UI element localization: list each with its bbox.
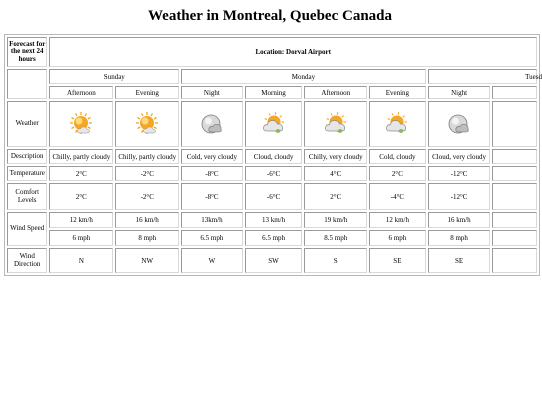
- wind-mph-cell-clipped: [492, 230, 537, 246]
- comfort-cell: -4°C: [369, 183, 426, 210]
- description-cell: Cloud, very cloudy: [428, 149, 491, 164]
- blank-header-cell: [7, 69, 47, 99]
- wind-direction-cell: SW: [245, 248, 303, 273]
- period-row: [7, 86, 537, 99]
- description-cell: Chilly, partly cloudy: [115, 149, 179, 164]
- row-label-wind-speed: Wind Speed: [7, 212, 47, 246]
- wind-mph-cell: 8 mph: [115, 230, 179, 246]
- wind-direction-cell: S: [304, 248, 367, 273]
- description-cell: Cold, very cloudy: [181, 149, 242, 164]
- wind-kmh-cell: 13 km/h: [245, 212, 303, 228]
- page-title: Weather in Montreal, Quebec Canada: [147, 8, 393, 24]
- period-cell: Evening: [115, 86, 179, 99]
- wind-mph-cell: 6.5 mph: [245, 230, 303, 246]
- weather-icon-row: [7, 101, 537, 147]
- day-sunday: Sunday: [49, 69, 179, 84]
- weather-icon-cell: [428, 101, 491, 147]
- description-cell: Chilly, very cloudy: [304, 149, 367, 164]
- wind-direction-cell: N: [49, 248, 113, 273]
- sun-partly-cloudy-icon: [50, 111, 112, 137]
- wind-direction-cell: SE: [428, 248, 491, 273]
- wind-mph-cell: 6.5 mph: [181, 230, 242, 246]
- day-tuesday-label: Tuesd: [525, 72, 542, 81]
- period-cell: Afternoon: [304, 86, 367, 99]
- temperature-cell: 4°C: [304, 166, 367, 181]
- row-label-weather: Weather: [7, 101, 47, 147]
- comfort-cell: -8°C: [181, 183, 242, 210]
- wind-mph-cell: 8.5 mph: [304, 230, 367, 246]
- period-cell: Afternoon: [49, 86, 113, 99]
- day-monday: Monday: [181, 69, 426, 84]
- weather-icon-cell: [245, 101, 303, 147]
- row-label-description: Description: [7, 149, 47, 164]
- row-label-wind-direction: Wind Direction: [7, 248, 47, 273]
- temperature-cell: -6°C: [245, 166, 303, 181]
- weather-icon-cell-clipped: [492, 101, 537, 147]
- location-label: Location: Dorval Airport: [49, 37, 537, 67]
- cloudy-sun-icon: [246, 111, 302, 137]
- temperature-cell: 2°C: [49, 166, 113, 181]
- wind-direction-cell: NW: [115, 248, 179, 273]
- description-cell: Cloud, cloudy: [245, 149, 303, 164]
- comfort-cell: -2°C: [115, 183, 179, 210]
- sun-partly-cloudy-icon: [116, 111, 178, 137]
- wind-kmh-cell: 12 km/h: [369, 212, 426, 228]
- temperature-cell-clipped: [492, 166, 537, 181]
- cloudy-sun-icon: [305, 111, 366, 137]
- wind-direction-cell: SE: [369, 248, 426, 273]
- temperature-cell: 2°C: [369, 166, 426, 181]
- comfort-row: [7, 183, 537, 210]
- temperature-row: [7, 166, 537, 181]
- cloudy-night-icon: [429, 111, 490, 137]
- comfort-cell: -6°C: [245, 183, 303, 210]
- temperature-cell: -2°C: [115, 166, 179, 181]
- cloudy-sun-icon: [370, 111, 425, 137]
- wind-kmh-cell-clipped: [492, 212, 537, 228]
- wind-kmh-cell: 16 km/h: [115, 212, 179, 228]
- wind-direction-cell: W: [181, 248, 242, 273]
- weather-icon-cell: [49, 101, 113, 147]
- weather-icon-cell: [304, 101, 367, 147]
- period-cell: Morning: [245, 86, 303, 99]
- description-cell: Chilly, partly cloudy: [49, 149, 113, 164]
- wind-mph-cell: 8 mph: [428, 230, 491, 246]
- temperature-cell: -12°C: [428, 166, 491, 181]
- wind-speed-mph-row: [7, 230, 537, 246]
- wind-speed-kmh-row: [7, 212, 537, 228]
- wind-mph-cell: 6 mph: [369, 230, 426, 246]
- cloudy-night-icon: [182, 111, 241, 137]
- wind-kmh-cell: 13km/h: [181, 212, 242, 228]
- wind-kmh-cell: 16 km/h: [428, 212, 491, 228]
- period-cell: Night: [428, 86, 491, 99]
- row-label-temperature: Temperature: [7, 166, 47, 181]
- temperature-cell: -8°C: [181, 166, 242, 181]
- day-tuesday: [428, 69, 542, 84]
- description-cell-clipped: [492, 149, 537, 164]
- comfort-cell: 2°C: [304, 183, 367, 210]
- wind-kmh-cell: 19 km/h: [304, 212, 367, 228]
- wind-kmh-cell: 12 km/h: [49, 212, 113, 228]
- weather-icon-cell: [369, 101, 426, 147]
- period-cell: Night: [181, 86, 242, 99]
- weather-icon-cell: [115, 101, 179, 147]
- wind-mph-cell: 6 mph: [49, 230, 113, 246]
- comfort-cell: 2°C: [49, 183, 113, 210]
- description-cell: Cold, cloudy: [369, 149, 426, 164]
- period-cell: Evening: [369, 86, 426, 99]
- row-label-comfort: Comfort Levels: [7, 183, 47, 210]
- wind-direction-cell-clipped: [492, 248, 537, 273]
- weather-icon-cell: [181, 101, 242, 147]
- period-cell-clipped: [492, 86, 537, 99]
- wind-direction-row: [7, 248, 537, 273]
- description-row: [7, 149, 537, 164]
- comfort-cell-clipped: [492, 183, 537, 210]
- forecast-period-label: Forecast for the next 24 hours: [7, 37, 47, 67]
- comfort-cell: -12°C: [428, 183, 491, 210]
- forecast-table: [4, 34, 540, 276]
